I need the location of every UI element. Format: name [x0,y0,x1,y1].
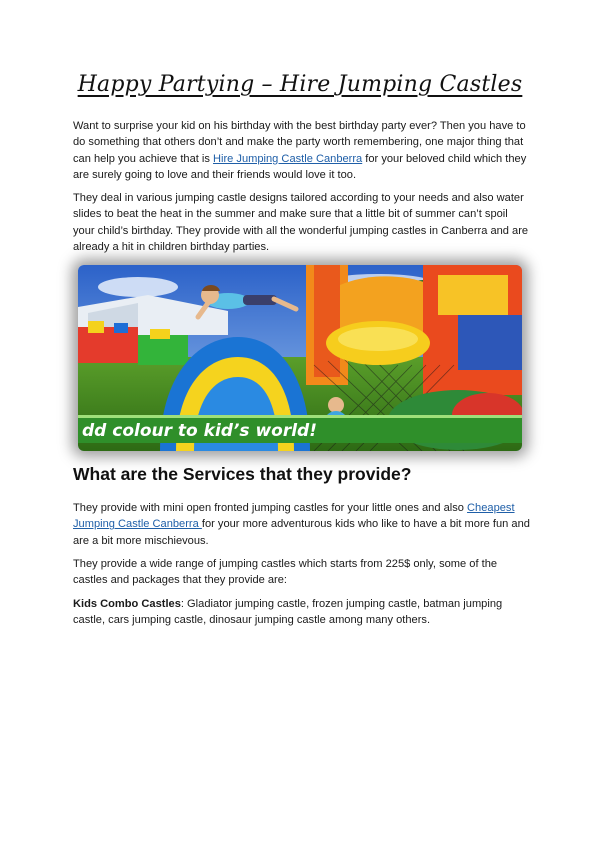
kids-combo-label: Kids Combo Castles [73,598,181,610]
hire-jumping-castle-link[interactable]: Hire Jumping Castle Canberra [213,152,363,165]
services-p1-after: for your more adventurous kids who like to have a bit more fun and are a bit more mischievous. [73,518,530,547]
designs-paragraph: They deal in various jumping castle designs tailored according to your needs and also water slides to beat the heat in the summer and make sure that a little bit of summer can’t spoil your child’s birthday. They provide with all the wonderful jumping castles in Canberra and are already a hit in children birthday parties. [73,192,529,253]
jumping-castle-photo [78,265,522,451]
intro-text-after: for your beloved child which they are surely going to love and their friends would love it too. [73,152,527,181]
intro-paragraph [73,118,531,183]
intro-text-before: Want to surprise your kid on his birthday with the best birthday party ever? Then you have to do something that others don’t and make the party worth remembering, one major thing that can help you achieve that is [73,120,526,165]
page-title: Happy Partying – Hire Jumping Castles [77,72,523,97]
services-paragraph-1 [73,500,531,549]
services-paragraph-2: They provide a wide range of jumping castles which starts from 225$ only, some of the castles and packages that they provide are: [73,558,498,587]
kids-combo-text: : Gladiator jumping castle, frozen jumping castle, batman jumping castle, cars jumping castle, dinosaur jumping castle among many others. [73,598,503,627]
kids-combo-paragraph [73,596,531,629]
photo-banner-text: dd colour to kid’s world! [82,421,317,441]
services-heading: What are the Services that they provide? [73,464,412,484]
cheapest-jumping-castle-link[interactable]: Cheapest Jumping Castle Canberra [73,502,515,531]
services-p1-before: They provide with mini open fronted jumping castles for your little ones and also [73,502,468,514]
